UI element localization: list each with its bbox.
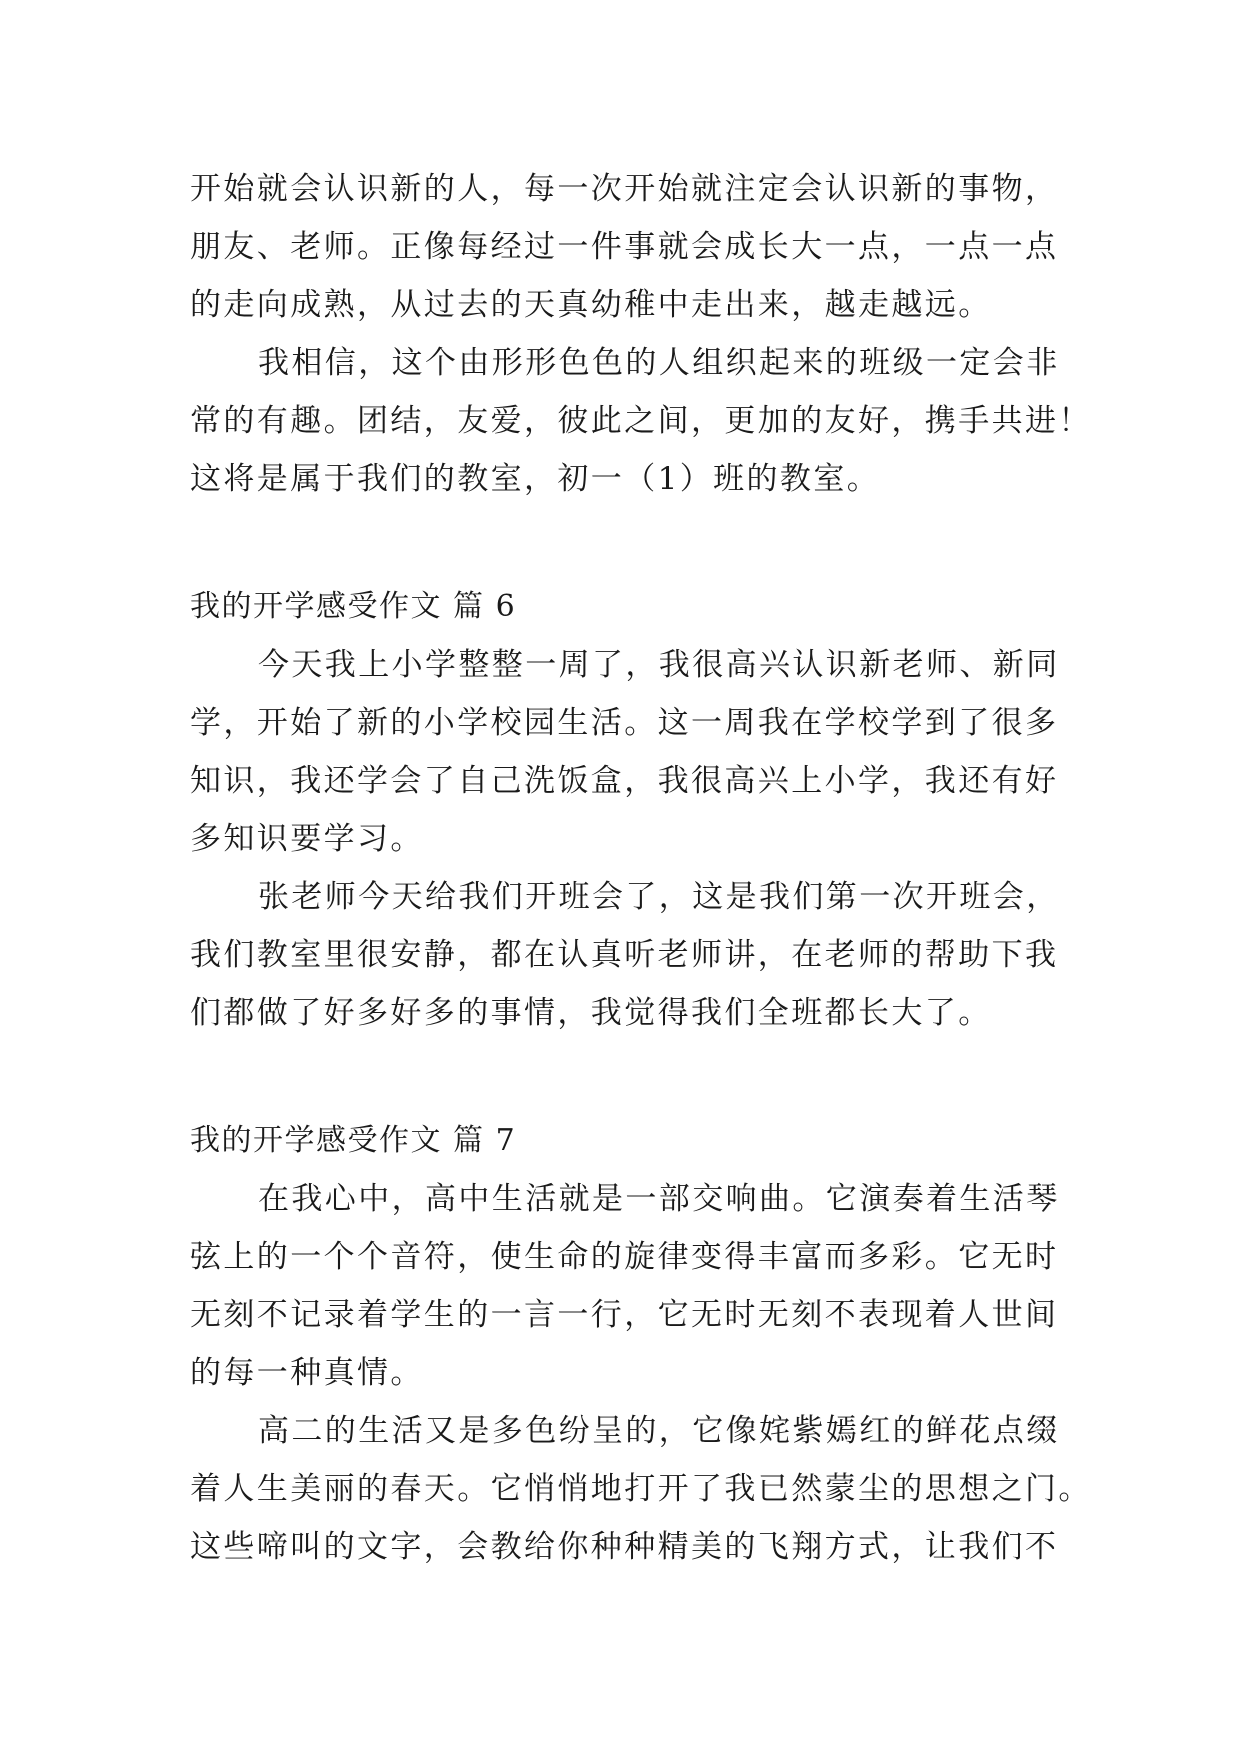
intro-paragraph-1	[190, 160, 1070, 334]
text-line: 们都做了好多好多的事情，我觉得我们全班都长大了。	[190, 995, 992, 1031]
paragraph	[190, 1170, 1070, 1402]
section-title: 我的开学感受作文 篇 6	[190, 589, 517, 624]
section-gap	[190, 1042, 1070, 1112]
section-gap	[190, 508, 1070, 578]
text-line: 这将是属于我们的教室，初一（1）班的教室。	[190, 461, 881, 497]
text-line: 张老师今天给我们开班会了，这是我们第一次开班会，	[258, 879, 1060, 915]
section-7	[190, 1112, 1092, 1576]
text-line: 无刻不记录着学生的一言一行，它无时无刻不表现着人世间	[190, 1297, 1059, 1333]
paragraph	[190, 636, 1070, 868]
text-line: 我们教室里很安静，都在认真听老师讲，在老师的帮助下我	[190, 937, 1059, 973]
paragraph	[190, 868, 1070, 1042]
text-line: 朋友、老师。正像每经过一件事就会成长大一点，一点一点	[190, 229, 1059, 265]
text-line: 在我心中，高中生活就是一部交响曲。它演奏着生活琴	[258, 1181, 1060, 1217]
text-line: 我相信，这个由形形色色的人组织起来的班级一定会非	[258, 345, 1060, 381]
text-line: 这些啼叫的文字，会教给你种种精美的飞翔方式，让我们不	[190, 1529, 1059, 1565]
document-page	[190, 160, 1092, 1576]
text-line: 高二的生活又是多色纷呈的，它像姹紫嫣红的鲜花点缀	[258, 1413, 1060, 1449]
text-line: 开始就会认识新的人，每一次开始就注定会认识新的事物，	[190, 171, 1059, 207]
section-title: 我的开学感受作文 篇 7	[190, 1123, 517, 1158]
text-line: 知识，我还学会了自己洗饭盒，我很高兴上小学，我还有好	[190, 763, 1059, 799]
text-line: 常的有趣。团结，友爱，彼此之间，更加的友好，携手共进！	[190, 403, 1092, 439]
text-line: 着人生美丽的春天。它悄悄地打开了我已然蒙尘的思想之门。	[190, 1471, 1092, 1507]
paragraph	[190, 1402, 1092, 1576]
text-line: 的每一种真情。	[190, 1355, 424, 1391]
text-line: 弦上的一个个音符，使生命的旋律变得丰富而多彩。它无时	[190, 1239, 1059, 1275]
text-line: 学，开始了新的小学校园生活。这一周我在学校学到了很多	[190, 705, 1059, 741]
text-line: 今天我上小学整整一周了，我很高兴认识新老师、新同	[258, 647, 1060, 683]
text-line: 多知识要学习。	[190, 821, 424, 857]
intro-paragraph-2	[190, 334, 1092, 508]
text-line: 的走向成熟，从过去的天真幼稚中走出来，越走越远。	[190, 287, 992, 323]
section-6	[190, 578, 1070, 1042]
